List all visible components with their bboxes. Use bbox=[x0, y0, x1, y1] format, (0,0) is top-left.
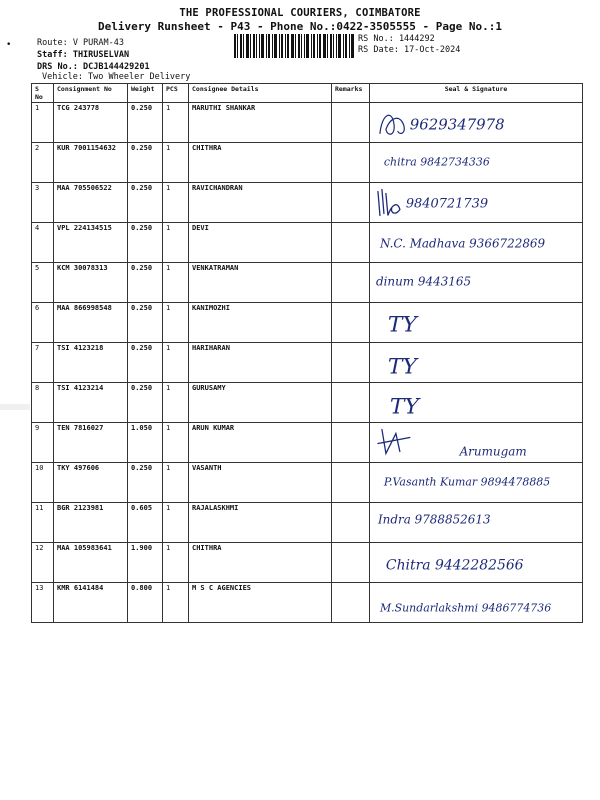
signature-text: TY bbox=[387, 354, 417, 380]
signature-text: Chitra 9442282566 bbox=[385, 557, 524, 574]
company-title: THE PROFESSIONAL COURIERS, COIMBATORE bbox=[179, 7, 421, 19]
row-weight: 0.250 bbox=[128, 343, 163, 383]
table-row bbox=[32, 103, 583, 143]
row-sno: 8 bbox=[32, 383, 54, 423]
staff-label: Staff: THIRUSELVAN bbox=[37, 50, 130, 60]
row-sno: 3 bbox=[32, 183, 54, 223]
row-consignment-no: TSI 4123218 bbox=[54, 343, 128, 383]
signature-image bbox=[370, 223, 582, 262]
row-remarks bbox=[332, 183, 370, 223]
row-sno: 5 bbox=[32, 263, 54, 303]
row-consignee: RAJALASKHMI bbox=[189, 503, 332, 543]
table-row bbox=[32, 223, 583, 263]
row-weight: 0.800 bbox=[128, 583, 163, 623]
signature-text: Arumugam bbox=[459, 444, 527, 459]
signature-image bbox=[370, 463, 582, 502]
barcode bbox=[234, 34, 354, 58]
col-header-consignee: Consignee Details bbox=[189, 84, 332, 103]
signature-image bbox=[370, 423, 582, 462]
row-weight: 0.250 bbox=[128, 103, 163, 143]
row-signature bbox=[370, 543, 583, 583]
row-pcs: 1 bbox=[163, 503, 189, 543]
row-consignee: VENKATRAMAN bbox=[189, 263, 332, 303]
signature-image bbox=[370, 383, 582, 422]
runsheet-title: Delivery Runsheet - P43 - Phone No.:0422-3505555 - Page No.:1 bbox=[98, 20, 502, 33]
route-label: Route: V PURAM-43 bbox=[37, 38, 124, 48]
row-pcs: 1 bbox=[163, 223, 189, 263]
signature-text: TY bbox=[387, 312, 417, 338]
table-row bbox=[32, 263, 583, 303]
row-sno: 4 bbox=[32, 223, 54, 263]
row-remarks bbox=[332, 503, 370, 543]
signature-text: Indra 9788852613 bbox=[377, 512, 491, 527]
row-remarks bbox=[332, 383, 370, 423]
drs-label: DRS No.: DCJB144429201 bbox=[37, 62, 150, 72]
signature-text: P.Vasanth Kumar 9894478885 bbox=[383, 475, 551, 489]
signature-image bbox=[370, 103, 582, 142]
col-header-sno: S No bbox=[32, 84, 54, 103]
row-remarks bbox=[332, 543, 370, 583]
row-pcs: 1 bbox=[163, 143, 189, 183]
signature-image bbox=[370, 303, 582, 342]
row-consignment-no: MAA 866998548 bbox=[54, 303, 128, 343]
signature-text: M.Sundarlakshmi 9486774736 bbox=[379, 601, 552, 615]
row-weight: 0.250 bbox=[128, 263, 163, 303]
row-weight: 0.250 bbox=[128, 383, 163, 423]
col-header-weight: Weight bbox=[128, 84, 163, 103]
row-weight: 1.050 bbox=[128, 423, 163, 463]
row-pcs: 1 bbox=[163, 183, 189, 223]
row-pcs: 1 bbox=[163, 103, 189, 143]
row-signature bbox=[370, 223, 583, 263]
row-signature bbox=[370, 103, 583, 143]
signature-text: N.C. Madhava 9366722869 bbox=[379, 236, 546, 251]
row-signature bbox=[370, 343, 583, 383]
row-pcs: 1 bbox=[163, 423, 189, 463]
signature-text: TY bbox=[389, 394, 419, 420]
row-consignment-no: KCM 30078313 bbox=[54, 263, 128, 303]
table-row bbox=[32, 543, 583, 583]
row-sno: 11 bbox=[32, 503, 54, 543]
row-weight: 0.605 bbox=[128, 503, 163, 543]
row-pcs: 1 bbox=[163, 263, 189, 303]
row-consignee: KANIMOZHI bbox=[189, 303, 332, 343]
row-remarks bbox=[332, 463, 370, 503]
row-pcs: 1 bbox=[163, 303, 189, 343]
row-consignee: CHITHRA bbox=[189, 543, 332, 583]
row-consignee: CHITHRA bbox=[189, 143, 332, 183]
table-row bbox=[32, 463, 583, 503]
row-consignment-no: KUR 7001154632 bbox=[54, 143, 128, 183]
row-signature bbox=[370, 423, 583, 463]
table-row bbox=[32, 503, 583, 543]
runsheet-table bbox=[31, 83, 583, 623]
row-pcs: 1 bbox=[163, 583, 189, 623]
row-consignee: HARIHARAN bbox=[189, 343, 332, 383]
row-signature bbox=[370, 263, 583, 303]
col-header-signature: Seal & Signature bbox=[370, 84, 583, 103]
table-row bbox=[32, 583, 583, 623]
row-pcs: 1 bbox=[163, 463, 189, 503]
row-signature bbox=[370, 183, 583, 223]
scan-mark bbox=[0, 404, 30, 410]
signature-text: chitra 9842734336 bbox=[383, 155, 490, 169]
row-sno: 6 bbox=[32, 303, 54, 343]
signature-image bbox=[370, 343, 582, 382]
row-pcs: 1 bbox=[163, 343, 189, 383]
signature-image bbox=[370, 503, 582, 542]
row-consignee: GURUSAMY bbox=[189, 383, 332, 423]
row-pcs: 1 bbox=[163, 543, 189, 583]
row-sno: 9 bbox=[32, 423, 54, 463]
signature-image bbox=[370, 583, 582, 622]
row-consignee: ARUN KUMAR bbox=[189, 423, 332, 463]
row-signature bbox=[370, 463, 583, 503]
col-header-consignment: Consignment No bbox=[54, 84, 128, 103]
table-header-row bbox=[32, 84, 583, 103]
row-weight: 1.900 bbox=[128, 543, 163, 583]
table-row bbox=[32, 343, 583, 383]
row-signature bbox=[370, 583, 583, 623]
row-sno: 2 bbox=[32, 143, 54, 183]
row-sno: 10 bbox=[32, 463, 54, 503]
rs-date: RS Date: 17-Oct-2024 bbox=[358, 45, 461, 55]
signature-text: 9629347978 bbox=[409, 115, 505, 134]
row-weight: 0.250 bbox=[128, 303, 163, 343]
row-remarks bbox=[332, 143, 370, 183]
row-consignment-no: TSI 4123214 bbox=[54, 383, 128, 423]
row-remarks bbox=[332, 303, 370, 343]
table-row bbox=[32, 143, 583, 183]
row-consignee: M S C AGENCIES bbox=[189, 583, 332, 623]
row-signature bbox=[370, 303, 583, 343]
signature-text: dinum 9443165 bbox=[375, 274, 472, 289]
table-row bbox=[32, 183, 583, 223]
row-remarks bbox=[332, 103, 370, 143]
row-consignment-no: KMR 6141484 bbox=[54, 583, 128, 623]
row-signature bbox=[370, 143, 583, 183]
signature-image bbox=[370, 543, 582, 582]
row-consignee: MARUTHI SHANKAR bbox=[189, 103, 332, 143]
row-sno: 1 bbox=[32, 103, 54, 143]
col-header-remarks: Remarks bbox=[332, 84, 370, 103]
table-row bbox=[32, 383, 583, 423]
row-consignment-no: BGR 2123981 bbox=[54, 503, 128, 543]
rs-number: RS No.: 1444292 bbox=[358, 34, 435, 44]
col-header-pcs: PCS bbox=[163, 84, 189, 103]
row-sno: 13 bbox=[32, 583, 54, 623]
table-row bbox=[32, 303, 583, 343]
row-signature bbox=[370, 383, 583, 423]
signature-text: 9840721739 bbox=[405, 196, 489, 212]
row-pcs: 1 bbox=[163, 383, 189, 423]
signature-image bbox=[370, 143, 582, 182]
row-remarks bbox=[332, 223, 370, 263]
row-consignee: RAVICHANDRAN bbox=[189, 183, 332, 223]
row-weight: 0.250 bbox=[128, 143, 163, 183]
row-sno: 7 bbox=[32, 343, 54, 383]
row-signature bbox=[370, 503, 583, 543]
row-remarks bbox=[332, 423, 370, 463]
row-weight: 0.250 bbox=[128, 223, 163, 263]
scan-speck: • bbox=[6, 40, 12, 50]
table-row bbox=[32, 423, 583, 463]
row-consignment-no: MAA 705506522 bbox=[54, 183, 128, 223]
signature-image bbox=[370, 183, 582, 222]
row-weight: 0.250 bbox=[128, 183, 163, 223]
row-remarks bbox=[332, 583, 370, 623]
row-consignment-no: VPL 224134515 bbox=[54, 223, 128, 263]
row-consignment-no: TCG 243778 bbox=[54, 103, 128, 143]
row-consignment-no: MAA 105983641 bbox=[54, 543, 128, 583]
row-remarks bbox=[332, 263, 370, 303]
signature-image bbox=[370, 263, 582, 302]
row-sno: 12 bbox=[32, 543, 54, 583]
vehicle-label: Vehicle: Two Wheeler Delivery bbox=[42, 72, 191, 82]
row-weight: 0.250 bbox=[128, 463, 163, 503]
row-consignment-no: TKY 497606 bbox=[54, 463, 128, 503]
row-remarks bbox=[332, 343, 370, 383]
row-consignment-no: TEN 7816027 bbox=[54, 423, 128, 463]
row-consignee: DEVI bbox=[189, 223, 332, 263]
row-consignee: VASANTH bbox=[189, 463, 332, 503]
